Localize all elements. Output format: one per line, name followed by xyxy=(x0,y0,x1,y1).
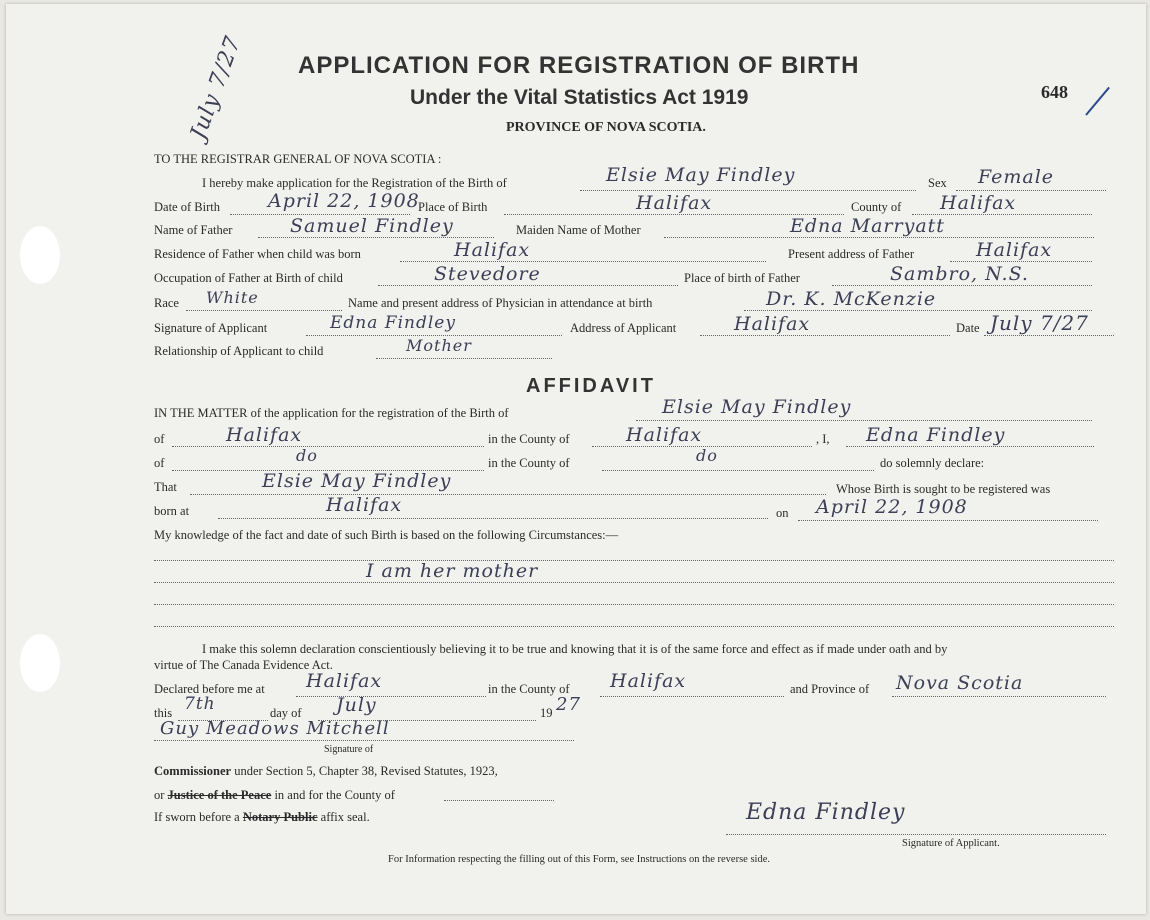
date-value: July 7/27 xyxy=(990,311,1089,335)
jp-line xyxy=(154,788,395,803)
declared-county-label: in the County of xyxy=(488,682,570,696)
birth-registration-form xyxy=(6,4,1146,914)
knowledge-label: My knowledge of the fact and date of such Birth is based on the following Circumstances:— xyxy=(154,528,619,542)
county-label: County of xyxy=(851,200,902,214)
year-value: 27 xyxy=(556,694,581,715)
notary-label: Notary Public xyxy=(242,810,318,824)
matter-label: IN THE MATTER of the application for the registration of the Birth of xyxy=(154,406,509,420)
relationship-label: Relationship of Applicant to child xyxy=(154,344,324,358)
form-number: 648 xyxy=(1041,82,1068,102)
declared-at-label: Declared before me at xyxy=(154,682,265,696)
father-value: Samuel Findley xyxy=(290,215,454,237)
declare-label: do solemnly declare: xyxy=(880,456,985,470)
punch-hole-top xyxy=(20,226,60,284)
signature-of-label: Signature of xyxy=(324,744,374,755)
jp-rest: in and for the County of xyxy=(271,788,395,802)
county-value-2: do xyxy=(696,446,718,465)
of-value-2: do xyxy=(296,446,318,465)
check-mark-icon xyxy=(1085,87,1110,116)
of-label-2: of xyxy=(154,456,165,470)
child-name-value: Elsie May Findley xyxy=(606,164,796,186)
declared-at-value: Halifax xyxy=(306,670,383,692)
commissioner-signature: Guy Meadows Mitchell xyxy=(160,718,390,739)
province-label: and Province of xyxy=(790,682,870,696)
born-at-label: born at xyxy=(154,504,190,518)
pob-label: Place of Birth xyxy=(418,200,488,214)
province-heading: PROVINCE OF NOVA SCOTIA. xyxy=(506,120,706,135)
day-of-label: day of xyxy=(270,706,302,720)
birth-of-label: I hereby make application for the Registration of the Birth of xyxy=(202,176,507,190)
physician-value: Dr. K. McKenzie xyxy=(766,288,937,310)
to-registrar-line: TO THE REGISTRAR GENERAL OF NOVA SCOTIA : xyxy=(154,152,442,166)
sworn-rest: affix seal. xyxy=(317,810,370,824)
county-label-2: in the County of xyxy=(488,456,570,470)
sex-label: Sex xyxy=(928,176,947,190)
matter-value: Elsie May Findley xyxy=(662,396,852,418)
mother-label: Maiden Name of Mother xyxy=(516,223,641,237)
father-birthplace-value: Sambro, N.S. xyxy=(890,263,1029,285)
county-value: Halifax xyxy=(940,192,1017,214)
or-label: or xyxy=(154,788,165,802)
whose-birth-label: Whose Birth is sought to be registered was xyxy=(836,482,1051,496)
solemn-declaration-2: virtue of The Canada Evidence Act. xyxy=(154,658,333,672)
i-label: , I, xyxy=(816,432,830,446)
of-value-1: Halifax xyxy=(226,424,303,446)
occupation-label: Occupation of Father at Birth of child xyxy=(154,271,343,285)
of-label-1: of xyxy=(154,432,165,446)
occupation-value: Stevedore xyxy=(434,263,541,285)
residence-label: Residence of Father when child was born xyxy=(154,247,361,261)
dob-value: April 22, 1908 xyxy=(268,190,420,212)
present-address-value: Halifax xyxy=(976,239,1053,261)
form-title: APPLICATION FOR REGISTRATION OF BIRTH xyxy=(298,52,860,79)
footer-instructions: For Information respecting the filling out of this Form, see Instructions on the reverse side. xyxy=(388,854,771,865)
relationship-value: Mother xyxy=(406,336,472,355)
dob-label: Date of Birth xyxy=(154,200,220,214)
applicant-final-signature: Edna Findley xyxy=(746,800,906,825)
born-at-value: Halifax xyxy=(326,494,403,516)
month-value: July xyxy=(336,694,377,716)
day-value: 7th xyxy=(184,694,216,714)
mother-value: Edna Marryatt xyxy=(790,215,945,237)
applicant-signature-value: Edna Findley xyxy=(330,313,456,333)
pob-value: Halifax xyxy=(636,192,713,214)
commissioner-line xyxy=(154,764,498,779)
father-birthplace-label: Place of birth of Father xyxy=(684,271,800,285)
applicant-address-label: Address of Applicant xyxy=(570,321,677,335)
present-address-label: Present address of Father xyxy=(788,247,915,261)
on-value: April 22, 1908 xyxy=(816,496,968,518)
county-label-1: in the County of xyxy=(488,432,570,446)
margin-date-note: July 7/27 xyxy=(186,32,247,143)
year-prefix: 19 xyxy=(540,706,553,720)
form-subtitle: Under the Vital Statistics Act 1919 xyxy=(410,86,749,109)
race-label: Race xyxy=(154,296,179,310)
applicant-signature-label: Signature of Applicant xyxy=(154,321,268,335)
that-value: Elsie May Findley xyxy=(262,470,452,492)
county-value-1: Halifax xyxy=(626,424,703,446)
on-label: on xyxy=(776,506,789,520)
jp-label: Justice of the Peace xyxy=(167,788,272,802)
father-label: Name of Father xyxy=(154,223,233,237)
race-value: White xyxy=(206,288,259,307)
declarant-value: Edna Findley xyxy=(866,424,1006,446)
physician-label: Name and present address of Physician in attendance at birth xyxy=(348,296,653,310)
declared-county-value: Halifax xyxy=(610,670,687,692)
commissioner-label: Commissioner xyxy=(154,764,232,778)
applicant-address-value: Halifax xyxy=(734,313,811,335)
solemn-declaration-1: I make this solemn declaration conscientiously believing it to be true and knowing that it is of the same force and effect as if made under oath and by xyxy=(202,642,948,656)
sex-value: Female xyxy=(978,166,1055,188)
sworn-line xyxy=(154,810,370,825)
commissioner-rest: under Section 5, Chapter 38, Revised Statutes, 1923, xyxy=(231,764,498,778)
residence-value: Halifax xyxy=(454,239,531,261)
affidavit-heading: AFFIDAVIT xyxy=(526,375,656,397)
province-value: Nova Scotia xyxy=(896,672,1024,694)
date-label: Date xyxy=(956,321,980,335)
circumstance-value: I am her mother xyxy=(366,560,539,582)
this-label: this xyxy=(154,706,173,720)
punch-hole-bottom xyxy=(20,634,60,692)
applicant-signature-caption: Signature of Applicant. xyxy=(902,838,1000,849)
that-label: That xyxy=(154,480,177,494)
sworn-label: If sworn before a xyxy=(154,810,240,824)
